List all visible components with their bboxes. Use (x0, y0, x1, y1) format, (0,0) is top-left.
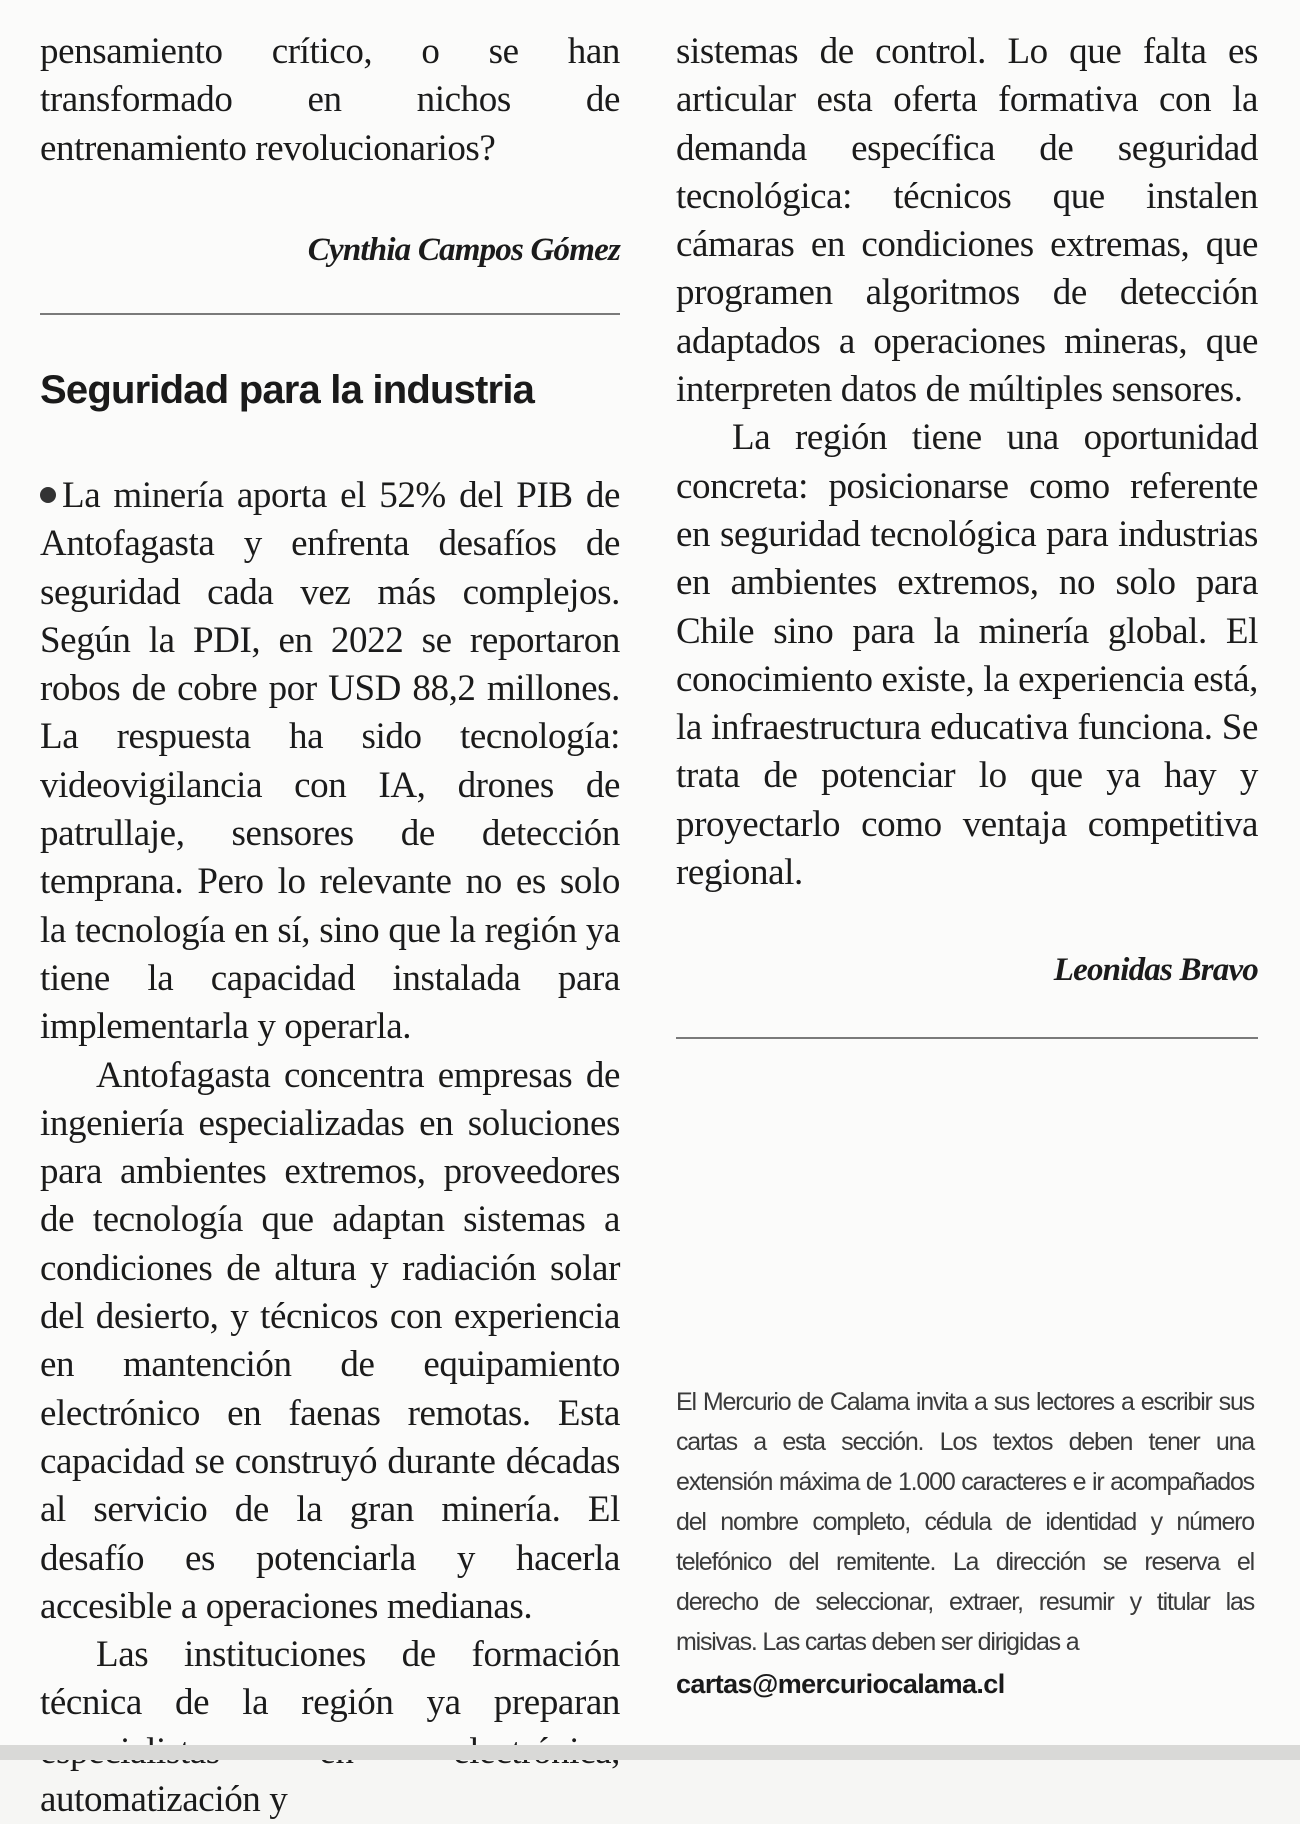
letters-notice (676, 1382, 1254, 1704)
article-continuation (676, 28, 1258, 897)
notice-email: cartas@mercuriocalama.cl (676, 1669, 1005, 1699)
article-paragraph: La región tiene una oportunidad concreta: posicionarse como referente en seguridad tecnológica para industrias en ambientes extremos, no solo para Chile sino para la minería global. El conocimiento existe, la experiencia está, la infraestructura educativa funciona. Se trata de potenciar lo que ya hay y proyectarlo como ventaja competitiva regional. (676, 417, 1258, 894)
article-body (40, 472, 620, 1824)
article-paragraph: Antofagasta concentra empresas de ingeniería especializadas en soluciones para ambientes extremos, proveedores de tecnología que adaptan sistemas a condiciones de altura y radiación solar del desierto, y técnicos con experiencia en mantención de equipamiento electrónico en faenas remotas. Esta capacidad se construyó durante décadas al servicio de la gran minería. El desafío es potenciarla y hacerla accesible a operaciones medianas. (40, 1054, 620, 1627)
divider-rule (676, 1037, 1258, 1039)
article-paragraph: Las instituciones de formación técnica de la región ya preparan automatización y (40, 1634, 620, 1821)
right-column (676, 0, 1258, 1745)
previous-letter-ending: pensamiento crítico, o se han transformado en nichos de entrenamiento revolucionarios? (40, 31, 620, 169)
article-author: Leonidas Bravo (1053, 952, 1258, 988)
article-paragraph-text: La minería aporta el 52% del PIB de Antofagasta y enfrenta desafíos de seguridad cada vez más complejos. Según la PDI, en 2022 se reportaron robos de cobre por USD 88,2 millones. La respuesta ha sido tecnología: videovigilancia con IA, drones de patrullaje, sensores de detección temprana. Pero lo relevante no es solo la tecnología en sí, sino que la región ya tiene la capacidad instalada para implementarla y operarla. (40, 475, 620, 1048)
notice-text: El Mercurio de Calama invita a sus lectores a escribir sus cartas a esta sección. Los textos deben tener una extensión máxima de 1.000 caracteres e ir acompañados del nombre completo, cédula de identidad y número telefónico del remitente. La dirección se reserva el derecho de seleccionar, extraer, resumir y titular las misivas. Las cartas deben ser dirigidas a (676, 1388, 1254, 1656)
page-bottom-edge (0, 1745, 1300, 1760)
article-paragraph (40, 472, 620, 1052)
bullet-icon (40, 487, 56, 503)
article-paragraph: sistemas de control. Lo que falta es articular esta oferta formativa con la demanda específica de seguridad tecnológica: técnicos que instalen cámaras en condiciones extremas, que programen algoritmos de detección adaptados a operaciones mineras, que interpreten datos de múltiples sensores. (676, 31, 1258, 411)
article-title: Seguridad para la industria (40, 368, 535, 412)
divider-rule (40, 313, 620, 315)
previous-letter-author: Cynthia Campos Gómez (307, 232, 620, 268)
left-column (40, 0, 620, 1821)
